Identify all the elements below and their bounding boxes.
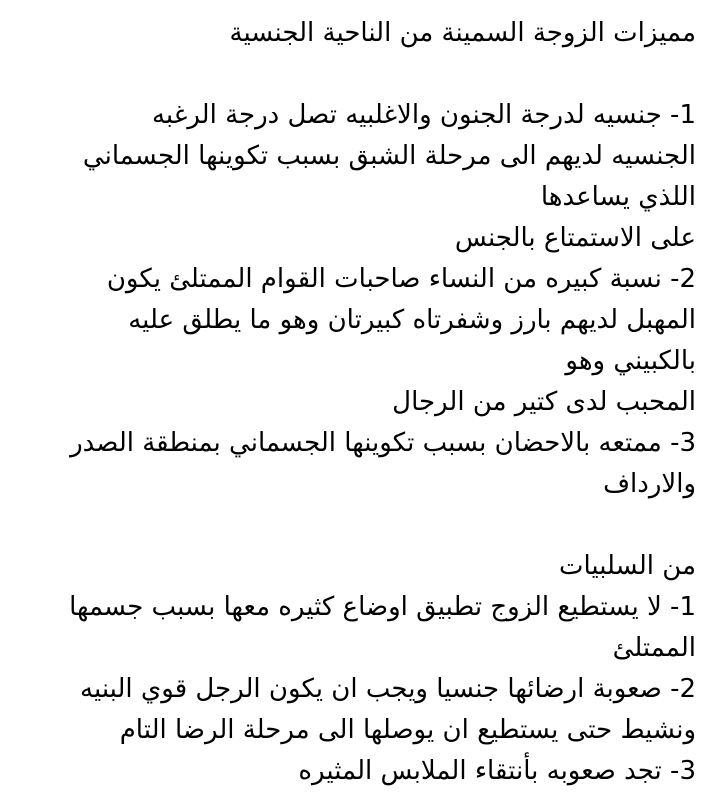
blank-line: [20, 505, 696, 546]
advantages-line: المهبل لديهم بارز وشفرتاه كبيرتان وهو ما يطلق عليه: [128, 305, 696, 335]
negatives-line: ونشيط حتى يستطيع ان يوصلها الى مرحلة الرضا التام: [119, 715, 696, 745]
document-title: مميزات الزوجة السمينة من الناحية الجنسية: [229, 18, 696, 48]
negatives-line: 1- لا يستطيع الزوج تطبيق اوضاع كثيره معها بسبب جسمها: [69, 592, 696, 622]
advantages-line: 1- جنسيه لدرجة الجنون والاغلبيه تصل درجة الرغبه: [151, 100, 696, 130]
advantages-line: 3- ممتعه بالاحضان بسبب تكوينها الجسماني بمنطقة الصدر: [70, 428, 696, 458]
advantages-line: اللذي يساعدها: [540, 182, 696, 212]
negatives-line: 3- تجد صعوبه بأنتقاء الملابس المثيره: [298, 756, 696, 786]
advantages-line: بالكبيني وهو: [565, 346, 696, 376]
advantages-line: على الاستمتاع بالجنس: [454, 223, 696, 253]
advantages-line: 2- نسبة كبيره من النساء صاحبات القوام الممتلئ يكون: [106, 264, 696, 294]
negatives-line: الممتلئ: [612, 633, 696, 663]
negatives-line: 2- صعوبة ارضائها جنسيا ويجب ان يكون الرجل قوي البنيه: [80, 674, 696, 704]
advantages-line: الجنسيه لديهم الى مرحلة الشبق بسبب تكوينها الجسماني: [82, 141, 696, 171]
blank-line: [20, 54, 696, 95]
advantages-line: والارداف: [603, 469, 696, 499]
negatives-heading: من السلبيات: [558, 551, 696, 581]
advantages-line: المحبب لدى كتير من الرجال: [392, 387, 696, 417]
